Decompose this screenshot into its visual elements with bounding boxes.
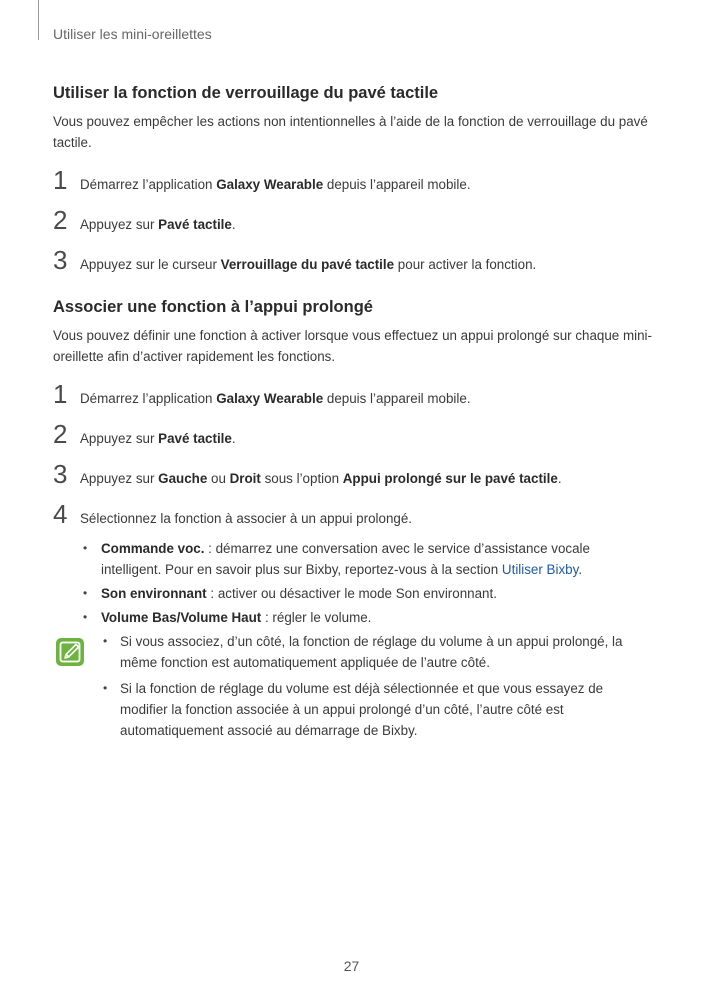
step-item (53, 452, 653, 492)
note-list (53, 631, 653, 741)
main-content (53, 82, 653, 746)
list-item: • Son environnant : activer ou désactiver le mode Son environnant. (53, 583, 653, 604)
step-text: Démarrez l’application Galaxy Wearable depuis l’appareil mobile. (80, 177, 471, 192)
note-item: • Si vous associez, d’un côté, la fonction de réglage du volume à un appui prolongé, la même fonction est automatiquement appliquée de l’autre côté. (53, 631, 653, 673)
step-text: Sélectionnez la fonction à associer à un appui prolongé. (80, 511, 413, 526)
step-item (53, 198, 653, 238)
bullet-icon: • (83, 541, 88, 555)
header-divider (38, 0, 39, 40)
bullet-icon: • (83, 610, 88, 624)
bullet-icon: • (103, 681, 108, 695)
step-text: Démarrez l’application Galaxy Wearable depuis l’appareil mobile. (80, 391, 471, 406)
utiliser-bixby-link[interactable]: Utiliser Bixby (501, 562, 579, 577)
section-heading-touchpad-lock: Utiliser la fonction de verrouillage du pavé tactile (53, 84, 439, 102)
section-intro: Vous pouvez empêcher les actions non intentionnelles à l’aide de la fonction de verrouillage du pavé tactile. (53, 114, 648, 150)
list-item: • Volume Bas/Volume Haut : régler le volume. (53, 607, 653, 628)
section-heading-long-press: Associer une fonction à l’appui prolongé (53, 298, 373, 316)
step-item (53, 238, 653, 278)
steps-list (53, 158, 653, 278)
bullet-icon: • (83, 586, 88, 600)
step-number: 3 (53, 459, 68, 489)
section-intro: Vous pouvez définir une fonction à activer lorsque vous effectuez un appui prolongé sur chaque mini-oreillette afin d’activer rapidement les fonctions. (53, 328, 652, 364)
step-text: Appuyez sur Pavé tactile. (80, 431, 236, 446)
step-text: Appuyez sur le curseur Verrouillage du pavé tactile pour activer la fonction. (80, 257, 537, 272)
step-number: 2 (53, 205, 68, 235)
step-item (53, 158, 653, 198)
function-options-list (53, 538, 653, 628)
running-header: Utiliser les mini-oreillettes (53, 26, 212, 42)
step-text: Appuyez sur Gauche ou Droit sous l’option Appui prolongé sur le pavé tactile. (80, 471, 562, 486)
note-item: • Si la fonction de réglage du volume est déjà sélectionnée et que vous essayez de modifier la fonction associée à un appui prolongé d’un côté, l’autre côté est automatiquement associé au démarrage de Bixby. (53, 678, 653, 741)
step-number: 2 (53, 419, 68, 449)
step-number: 3 (53, 245, 68, 275)
list-item: • Commande voc. : démarrez une conversation avec le service d’assistance vocale intelligent. Pour en savoir plus sur Bixby, reportez-vous à la section Utiliser Bixby. (53, 538, 653, 580)
step-number: 1 (53, 165, 68, 195)
step-item (53, 372, 653, 412)
step-number: 4 (53, 499, 68, 529)
bullet-icon: • (103, 634, 108, 648)
note-box (53, 631, 653, 741)
step-text: Appuyez sur Pavé tactile. (80, 217, 236, 232)
step-item (53, 492, 653, 532)
steps-list (53, 372, 653, 532)
page-number: 27 (343, 958, 360, 974)
step-item (53, 412, 653, 452)
step-number: 1 (53, 379, 68, 409)
